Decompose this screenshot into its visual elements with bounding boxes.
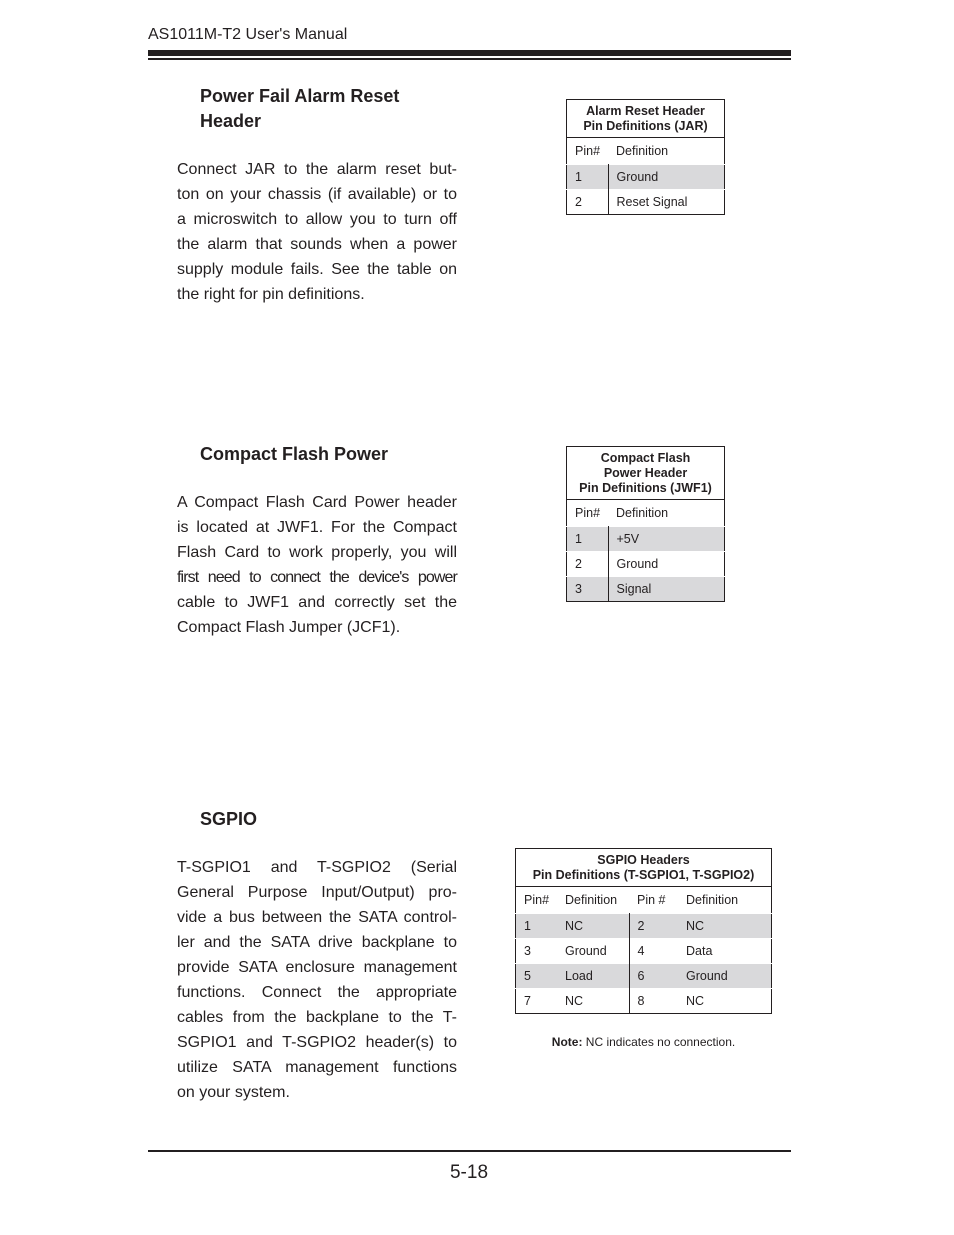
text-line: a microswitch to allow you to turn off [177,211,457,228]
paragraph-jwf1 [177,490,457,640]
table-cell: NC [678,914,772,939]
text-line: the alarm that sounds when a power [177,236,457,253]
column-header: Definition [686,893,739,907]
paragraph-jar [177,157,457,307]
header-rule-thick [148,50,791,56]
text-line: is located at JWF1. For the Compact [177,519,457,536]
table-jwf1 [566,446,725,602]
table-cell: 1 [516,914,558,939]
table-row [567,577,725,602]
table-cell: 8 [629,989,678,1014]
text-line: provide SATA enclosure management [177,959,457,976]
table-cell: 6 [629,964,678,989]
table-row [567,527,725,552]
table-title-line: SGPIO Headers [597,853,690,867]
table-cell: Load [557,964,629,989]
text-line: SGPIO1 and T-SGPIO2 header(s) to [177,1034,457,1051]
table-row [567,165,725,190]
table-cell: NC [678,989,772,1014]
table-cell: Reset Signal [608,190,725,215]
table-title-line: Pin Definitions (JWF1) [579,481,712,495]
table-title [567,100,725,138]
table-cell: 2 [567,552,609,577]
table-cell: Ground [678,964,772,989]
table-cell: +5V [608,527,725,552]
column-header: Pin # [637,893,666,907]
text-line: on your system. [177,1084,290,1101]
table-cell: NC [557,914,629,939]
text-line: Compact Flash Jumper (JCF1). [177,619,401,636]
table-cell: 3 [567,577,609,602]
table-title-line: Pin Definitions (JAR) [583,119,708,133]
table-title [516,849,772,887]
note-text: NC indicates no connection. [582,1035,736,1049]
column-header: Definition [565,893,618,907]
section-heading-sgpio: SGPIO [200,809,258,829]
text-line: Connect JAR to the alarm reset but- [177,161,457,178]
section-heading-jar [200,84,460,134]
table-sgpio [515,848,772,1014]
table-row [516,939,772,964]
paragraph-sgpio [177,855,457,1105]
table-title-line: Power Header [603,466,688,480]
header-rule-thin [148,58,791,60]
table-cell: NC [557,989,629,1014]
table-title [567,447,725,500]
text-line: A Compact Flash Card Power header [177,494,457,511]
table-jar [566,99,725,215]
table-row [567,552,725,577]
column-header: Definition [616,506,669,520]
table-cell: Signal [608,577,725,602]
table-cell: 7 [516,989,558,1014]
table-row [516,914,772,939]
table-cell: 1 [567,527,609,552]
text-line: General Purpose Input/Output) pro- [177,884,457,901]
section-heading-jwf1: Compact Flash Power [200,444,389,464]
table-row [516,989,772,1014]
table-cell: Data [678,939,772,964]
table-title-line: Compact Flash [600,451,691,465]
column-header: Pin# [524,893,550,907]
table-cell: 2 [567,190,609,215]
table-cell: Ground [608,165,725,190]
table-cell: 4 [629,939,678,964]
table-note [515,1035,772,1049]
table-cell: Ground [557,939,629,964]
table-row [516,964,772,989]
text-line: ler and the SATA drive backplane to [177,934,457,951]
table-cell: 3 [516,939,558,964]
column-header: Definition [616,144,669,158]
text-line: first need to connect the device's power [177,569,457,586]
page-number: 5-18 [449,1162,489,1183]
text-line: utilize SATA management functions [177,1059,457,1076]
table-cell: 1 [567,165,609,190]
footer-rule [148,1150,791,1152]
column-header: Pin# [575,144,601,158]
text-line: T-SGPIO1 and T-SGPIO2 (Serial [177,859,457,876]
table-cell: 2 [629,914,678,939]
table-cell: Ground [608,552,725,577]
text-line: supply module fails. See the table on [177,261,457,278]
column-header: Pin# [575,506,601,520]
heading-line: Power Fail Alarm Reset [200,86,400,106]
table-cell: 5 [516,964,558,989]
text-line: ton on your chassis (if available) or to [177,186,457,203]
heading-line: Header [200,111,262,131]
manual-title: AS1011M-T2 User's Manual [148,26,348,43]
text-line: functions. Connect the appropriate [177,984,457,1001]
text-line: Flash Card to work properly, you will [177,544,457,561]
table-row [567,190,725,215]
table-title-line: Alarm Reset Header [586,104,705,118]
text-line: cables from the backplane to the T- [177,1009,457,1026]
text-line: the right for pin definitions. [177,286,365,303]
text-line: cable to JWF1 and correctly set the [177,594,457,611]
note-label: Note: [551,1035,583,1049]
table-title-line: Pin Definitions (T-SGPIO1, T-SGPIO2) [532,868,755,882]
text-line: vide a bus between the SATA control- [177,909,457,926]
